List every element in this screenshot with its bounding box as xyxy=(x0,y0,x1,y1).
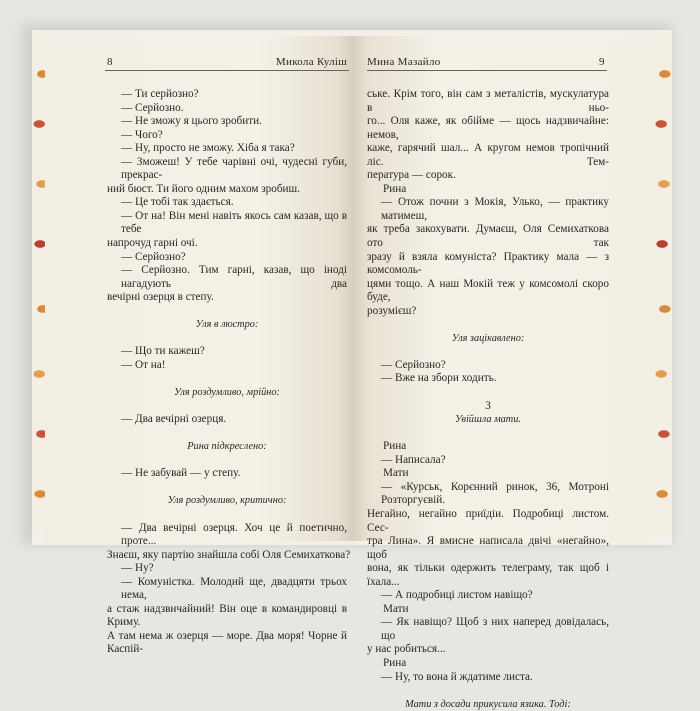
text-line: а стаж надзвичайний! Він оце в командировці в Криму. xyxy=(107,602,347,629)
blank-line xyxy=(107,427,347,441)
text-line: — Що ти кажеш? xyxy=(121,345,205,358)
text-line: ний бюст. Ти його одним махом зробиш. xyxy=(107,182,300,195)
stage-direction: Уля роздумливо, критично: xyxy=(167,495,287,507)
text-line: го... Оля каже, як обійме — щось надзвичайне: немов, xyxy=(367,115,609,141)
text-line: — Комуністка. Молодий ще, двадцяти трьох немa, xyxy=(121,575,347,602)
text-line: як треба закохувати. Думаєш, Оля Семихаткова ото так xyxy=(367,223,609,250)
text-line: пература — сорок. xyxy=(367,169,456,182)
text-line: — Ти серйозно? xyxy=(121,88,199,100)
text-line: цями тощо. А наш Мокій теж у комсомолі скоро буде, xyxy=(367,277,609,304)
text-line: — От на! xyxy=(121,358,166,371)
right-page xyxy=(353,36,653,710)
text-line: — Отож почни з Мокія, Улько, — практику матимеш, xyxy=(381,196,609,222)
text-line: — Чого? xyxy=(121,128,163,141)
speaker-name: Мати xyxy=(383,467,409,480)
text-line: Знаєш, яку партію знайшла собі Оля Семихаткова? xyxy=(107,548,351,561)
blank-line xyxy=(107,372,347,386)
text-line: ське. Крім того, він сам з металістів, мускулатура в ньо- xyxy=(367,88,609,114)
page-number: 8 xyxy=(107,56,113,68)
blank-line xyxy=(367,684,609,698)
text-line: — А подробиці листом навіщо? xyxy=(381,589,533,602)
stage-direction: Уля в люстро: xyxy=(195,319,259,331)
text-line: вечірні озерця в степу. xyxy=(107,291,214,304)
text-line: — Вже на збори ходить. xyxy=(381,372,497,385)
text-line: — Зможеш! У тебе чарівні очі, чудесні губи, прекрас- xyxy=(121,155,347,182)
text-line: — Серйозно? xyxy=(121,250,186,263)
text-line: Негайно, негайно приїдіи. Подробиці листом. Сес- xyxy=(367,507,609,534)
text-line: вона, як тільки одержить телеграму, так щоб і їхала... xyxy=(367,562,609,588)
text-line: — Два вечірні озерця. xyxy=(121,413,227,426)
text-line: зразу й взяла комуніста? Практику мала — з комсомоль- xyxy=(367,250,609,277)
text-line: — Не зможу я цього зробити. xyxy=(121,115,262,128)
text-line: — От на! Він мені навіть якось сам казав, що в тебе xyxy=(121,209,347,236)
blank-line xyxy=(367,386,609,400)
speaker-name: Рина xyxy=(383,656,407,669)
stage-direction: Уля зацікавлено: xyxy=(451,332,525,344)
text-line: А там нема ж озерця — море. Два моря! Чорне й Каспій- xyxy=(107,629,347,656)
blank-line xyxy=(367,318,609,332)
stage-direction: Уля роздумливо, мрійно: xyxy=(174,387,280,399)
stage-direction: Мати з досади прикусила язика. Тоді: xyxy=(405,698,571,710)
stage-direction: Увійшла мати. xyxy=(455,414,521,426)
text-line: напрочуд гарні очі. xyxy=(107,237,198,250)
text-line: — Не забувай — у степу. xyxy=(121,467,241,480)
speaker-name: Рина xyxy=(383,440,407,453)
speaker-name: Рина xyxy=(383,182,407,195)
page-text xyxy=(367,88,609,711)
blank-line xyxy=(107,454,347,468)
text-line: — Серйозно. Тим гарні, казав, що іноді нагадують два xyxy=(121,264,347,290)
header-rule xyxy=(105,70,349,71)
text-line: — Ну? xyxy=(121,562,154,575)
text-line: — Ну, то вона й ждатиме листа. xyxy=(381,670,533,683)
blank-line xyxy=(107,305,347,319)
blank-line xyxy=(107,400,347,414)
text-line: тра Лина». Я вмисне написала двічі «негайно», щоб xyxy=(367,535,609,561)
text-line: — Серйозно? xyxy=(381,358,446,371)
running-head: Микола Куліш xyxy=(275,56,347,68)
page-number: 9 xyxy=(599,56,605,68)
text-line: — Як навіщо? Щоб з них наперед довідалась, що xyxy=(381,616,609,642)
text-line: — «Курськ, Корєнний ринок, 36, Мотроні Розторгуєвій. xyxy=(381,480,609,507)
stage-direction: Рина підкреслено: xyxy=(187,441,267,453)
blank-line xyxy=(367,427,609,441)
blank-line xyxy=(107,481,347,495)
speaker-name: Мати xyxy=(383,602,409,615)
text-line: у нас робиться... xyxy=(367,643,446,656)
text-line: — Два вечірні озерця. Хоч це й поетично, проте... xyxy=(121,521,347,548)
text-line: — Це тобі так здається. xyxy=(121,196,234,209)
header-rule xyxy=(367,70,607,71)
text-line: розумієш? xyxy=(367,304,417,317)
scene-number: 3 xyxy=(485,399,491,412)
text-line: — Серйозно. xyxy=(121,101,184,114)
text-line: каже, гарячий шал... А кругом немов тропічний ліс. Тем- xyxy=(367,142,609,168)
blank-line xyxy=(107,508,347,522)
text-line: — Написала? xyxy=(381,453,446,466)
blank-line xyxy=(107,332,347,346)
left-page xyxy=(45,36,353,656)
text-line: — Ну, просто не зможу. Хіба я така? xyxy=(121,142,295,155)
blank-line xyxy=(367,345,609,359)
page-text xyxy=(107,88,351,657)
cover-ornament-right xyxy=(654,34,672,534)
running-head: Мина Мазайло xyxy=(367,56,441,68)
